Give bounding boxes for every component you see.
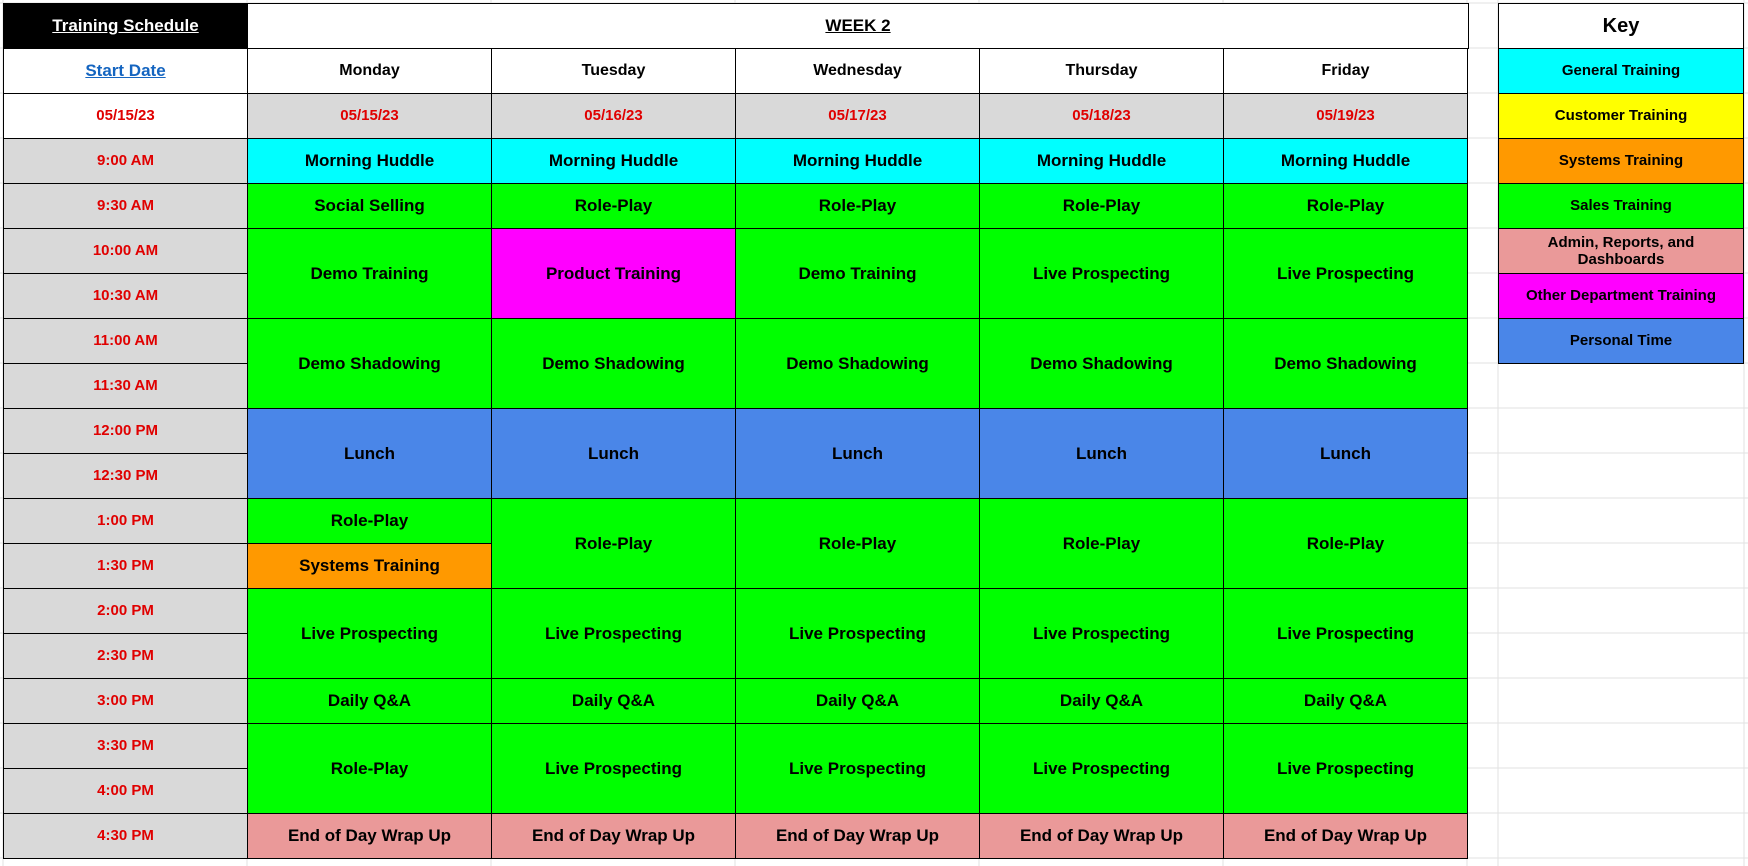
time-slot: 3:00 PM (3, 678, 248, 724)
week-label: WEEK 2 (247, 3, 1469, 49)
day-header-monday: Monday (247, 48, 492, 94)
start-date-value: 05/15/23 (3, 93, 248, 139)
schedule-event[interactable]: Live Prospecting (491, 588, 736, 679)
time-slot: 1:30 PM (3, 543, 248, 589)
schedule-event[interactable]: Systems Training (247, 543, 492, 589)
time-slot: 10:30 AM (3, 273, 248, 319)
schedule-event[interactable]: Lunch (1223, 408, 1468, 499)
schedule-event[interactable]: Role-Play (1223, 498, 1468, 589)
schedule-event[interactable]: Role-Play (735, 183, 980, 229)
time-slot: 9:30 AM (3, 183, 248, 229)
schedule-event[interactable]: Morning Huddle (1223, 138, 1468, 184)
day-header-wednesday: Wednesday (735, 48, 980, 94)
schedule-event[interactable]: Live Prospecting (247, 588, 492, 679)
key-item-general: General Training (1498, 48, 1744, 94)
key-item-sales: Sales Training (1498, 183, 1744, 229)
schedule-event[interactable]: Live Prospecting (1223, 588, 1468, 679)
schedule-event[interactable]: Demo Training (247, 228, 492, 319)
time-slot: 11:00 AM (3, 318, 248, 364)
key-item-systems: Systems Training (1498, 138, 1744, 184)
key-item-customer: Customer Training (1498, 93, 1744, 139)
day-date-tuesday: 05/16/23 (491, 93, 736, 139)
schedule-event[interactable]: Social Selling (247, 183, 492, 229)
schedule-event[interactable]: End of Day Wrap Up (247, 813, 492, 859)
time-slot: 9:00 AM (3, 138, 248, 184)
schedule-event[interactable]: Lunch (735, 408, 980, 499)
schedule-event[interactable]: Live Prospecting (979, 588, 1224, 679)
schedule-event[interactable]: Live Prospecting (735, 723, 980, 814)
schedule-event[interactable]: Live Prospecting (735, 588, 980, 679)
time-slot: 10:00 AM (3, 228, 248, 274)
schedule-event[interactable]: Live Prospecting (979, 228, 1224, 319)
schedule-event[interactable]: Role-Play (979, 498, 1224, 589)
schedule-event[interactable]: Role-Play (247, 723, 492, 814)
schedule-event[interactable]: End of Day Wrap Up (979, 813, 1224, 859)
schedule-event[interactable]: Live Prospecting (491, 723, 736, 814)
schedule-event[interactable]: Daily Q&A (1223, 678, 1468, 724)
schedule-event[interactable]: Live Prospecting (1223, 723, 1468, 814)
key-title: Key (1498, 3, 1744, 49)
schedule-event[interactable]: Morning Huddle (491, 138, 736, 184)
key-item-admin: Admin, Reports, and Dashboards (1498, 228, 1744, 274)
schedule-event[interactable]: Role-Play (735, 498, 980, 589)
time-slot: 12:30 PM (3, 453, 248, 499)
schedule-event[interactable]: Demo Shadowing (735, 318, 980, 409)
schedule-event[interactable]: Role-Play (247, 498, 492, 544)
day-date-friday: 05/19/23 (1223, 93, 1468, 139)
schedule-event[interactable]: End of Day Wrap Up (1223, 813, 1468, 859)
schedule-event[interactable]: Daily Q&A (491, 678, 736, 724)
time-slot: 12:00 PM (3, 408, 248, 454)
schedule-event[interactable]: Daily Q&A (247, 678, 492, 724)
schedule-title: Training Schedule (3, 3, 248, 49)
schedule-event[interactable]: Morning Huddle (979, 138, 1224, 184)
start-date-link[interactable]: Start Date (3, 48, 248, 94)
schedule-event[interactable]: Role-Play (979, 183, 1224, 229)
day-header-tuesday: Tuesday (491, 48, 736, 94)
key-item-personal: Personal Time (1498, 318, 1744, 364)
day-date-thursday: 05/18/23 (979, 93, 1224, 139)
schedule-event[interactable]: Product Training (491, 228, 736, 319)
schedule-event[interactable]: Daily Q&A (979, 678, 1224, 724)
schedule-event[interactable]: Live Prospecting (1223, 228, 1468, 319)
time-slot: 11:30 AM (3, 363, 248, 409)
day-header-thursday: Thursday (979, 48, 1224, 94)
schedule-event[interactable]: Demo Training (735, 228, 980, 319)
schedule-event[interactable]: Morning Huddle (247, 138, 492, 184)
day-date-wednesday: 05/17/23 (735, 93, 980, 139)
schedule-event[interactable]: Demo Shadowing (247, 318, 492, 409)
schedule-event[interactable]: Demo Shadowing (979, 318, 1224, 409)
key-item-other: Other Department Training (1498, 273, 1744, 319)
time-slot: 3:30 PM (3, 723, 248, 769)
day-date-monday: 05/15/23 (247, 93, 492, 139)
schedule-event[interactable]: Demo Shadowing (1223, 318, 1468, 409)
time-slot: 4:30 PM (3, 813, 248, 859)
schedule-event[interactable]: Demo Shadowing (491, 318, 736, 409)
schedule-event[interactable]: Lunch (979, 408, 1224, 499)
schedule-event[interactable]: Morning Huddle (735, 138, 980, 184)
schedule-event[interactable]: Daily Q&A (735, 678, 980, 724)
time-slot: 1:00 PM (3, 498, 248, 544)
day-header-friday: Friday (1223, 48, 1468, 94)
time-slot: 4:00 PM (3, 768, 248, 814)
schedule-event[interactable]: Lunch (491, 408, 736, 499)
time-slot: 2:00 PM (3, 588, 248, 634)
schedule-event[interactable]: End of Day Wrap Up (491, 813, 736, 859)
schedule-event[interactable]: Lunch (247, 408, 492, 499)
time-slot: 2:30 PM (3, 633, 248, 679)
schedule-event[interactable]: Role-Play (491, 183, 736, 229)
schedule-event[interactable]: Role-Play (491, 498, 736, 589)
schedule-event[interactable]: End of Day Wrap Up (735, 813, 980, 859)
schedule-event[interactable]: Role-Play (1223, 183, 1468, 229)
schedule-event[interactable]: Live Prospecting (979, 723, 1224, 814)
